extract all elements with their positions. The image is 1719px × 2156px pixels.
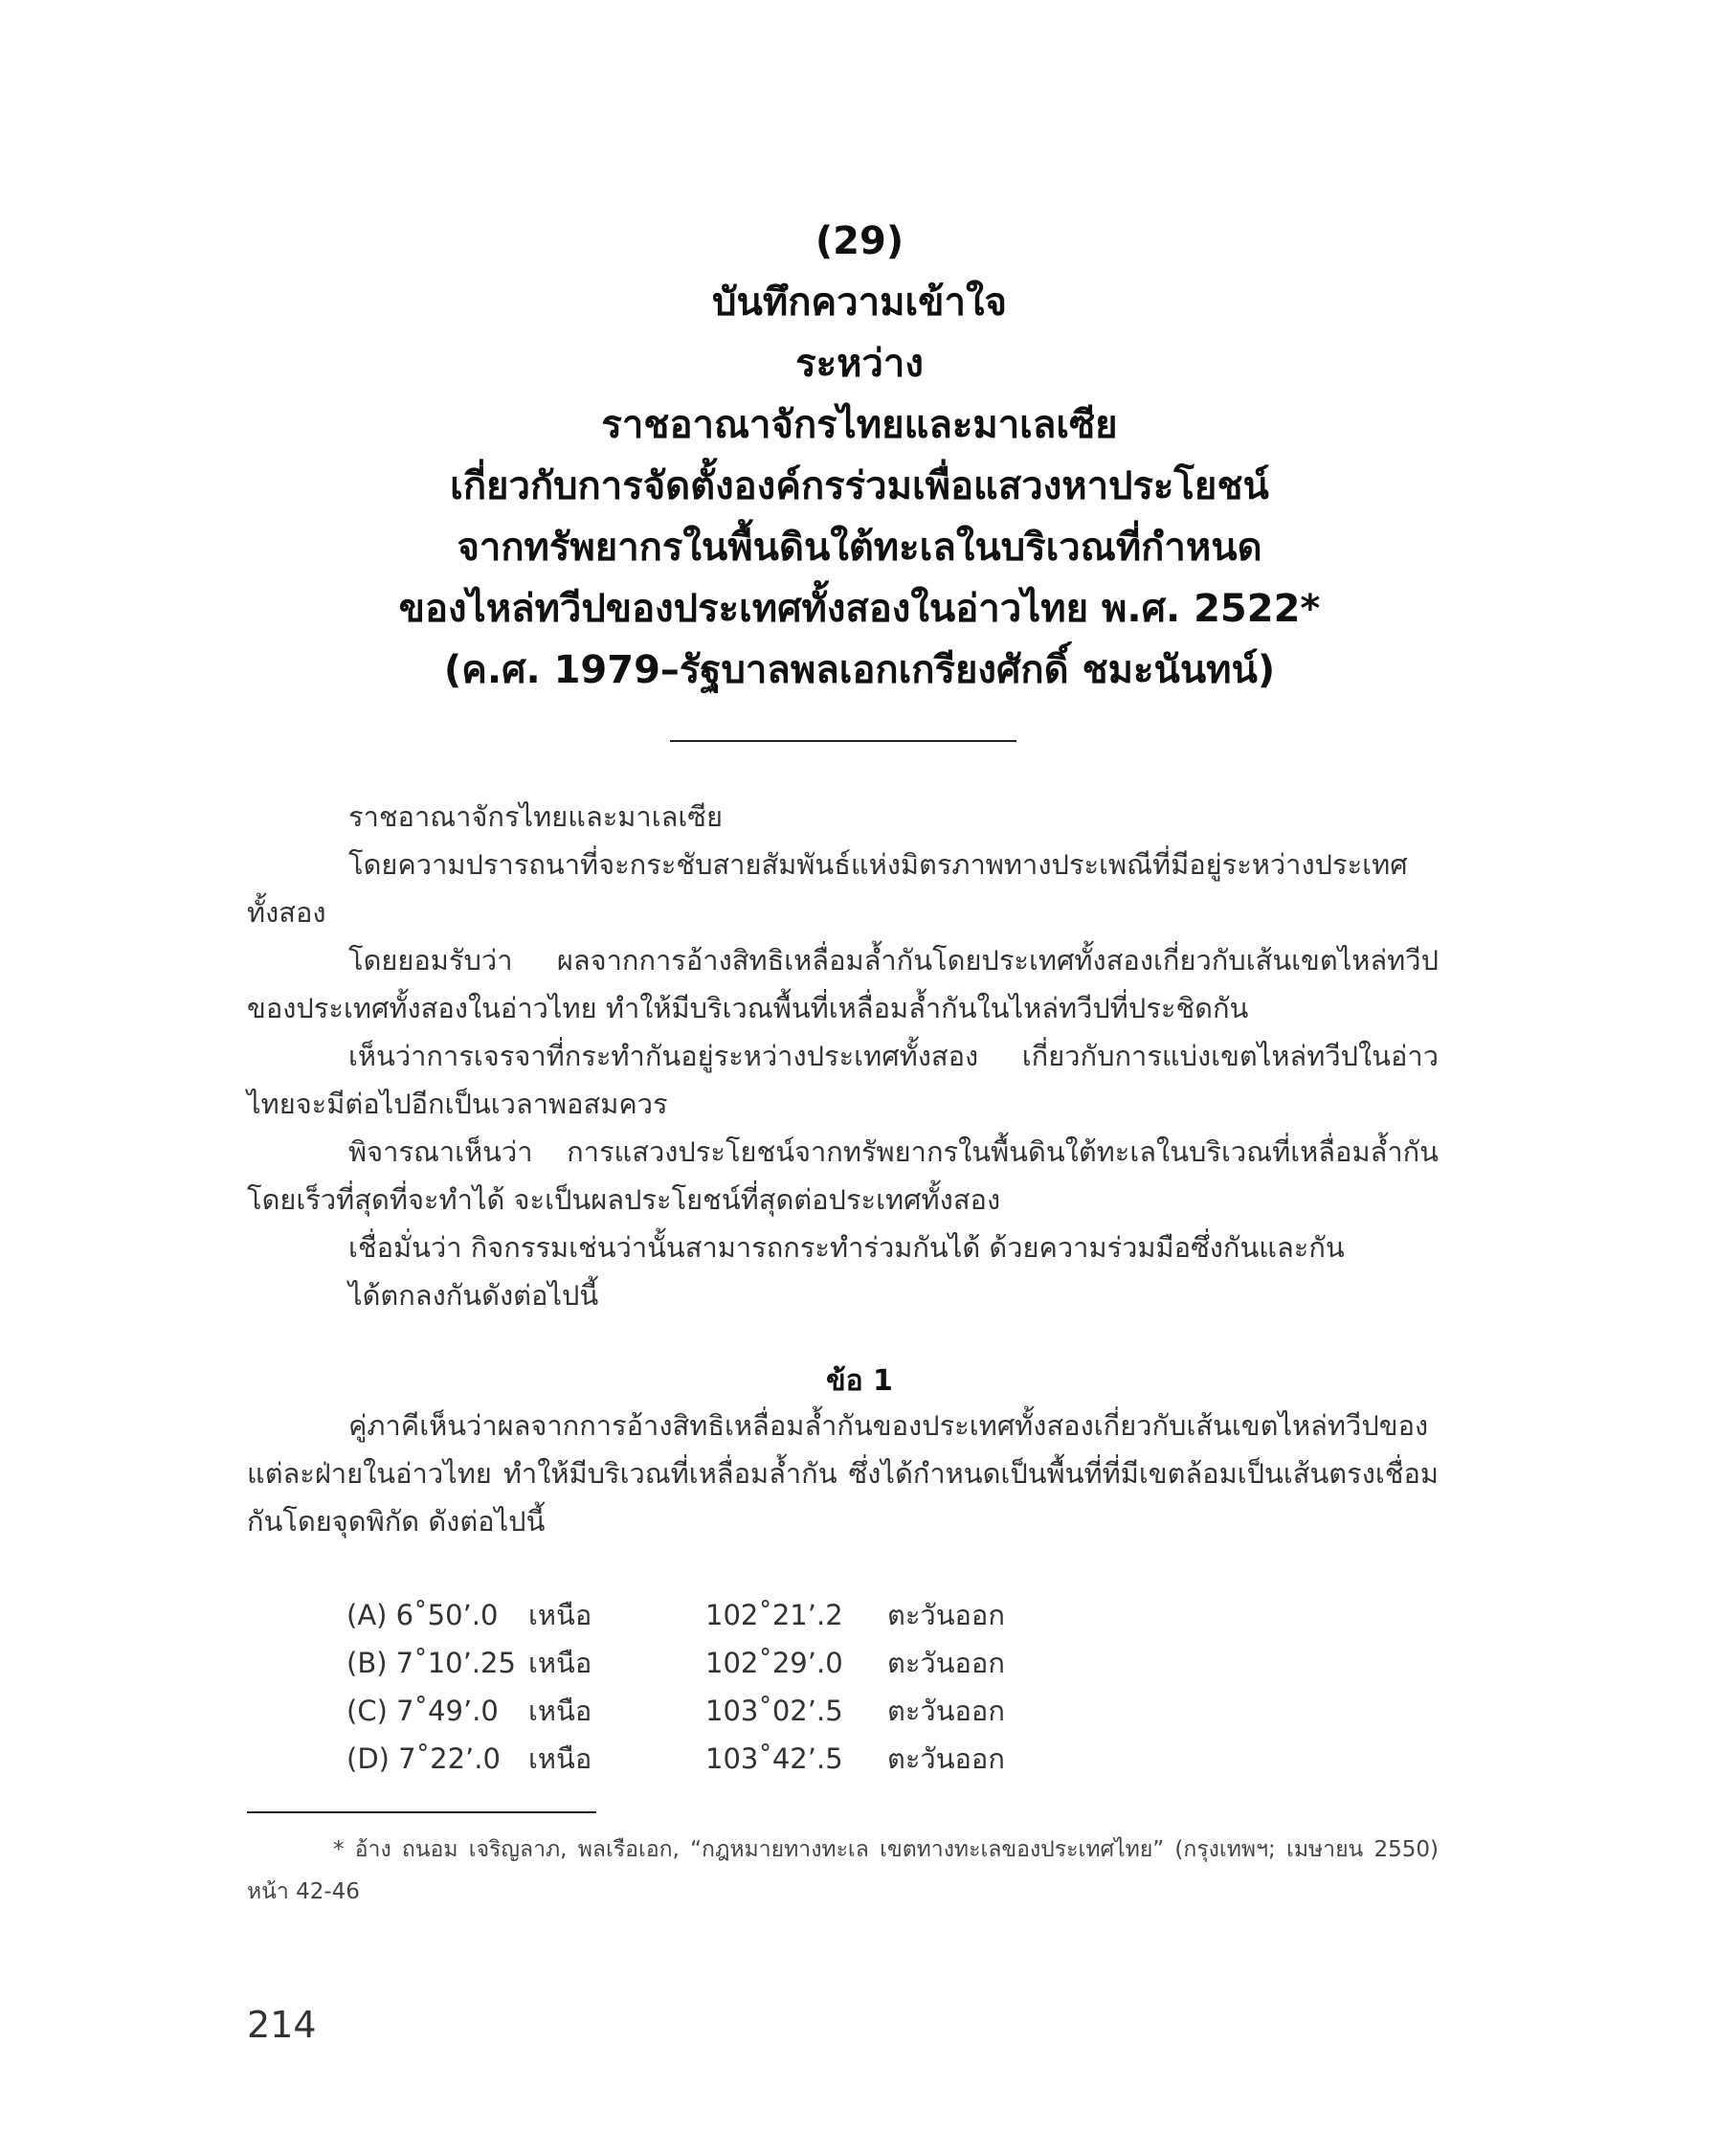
title-line: ราชอาณาจักรไทยและมาเลเซีย — [601, 403, 1118, 447]
title-line: จากทรัพยากรในพื้นดินใต้ทะเลในบริเวณที่กำหนด — [457, 526, 1262, 570]
footnote — [247, 1829, 1439, 1913]
preamble-paragraph: เชื่อมั่นว่า กิจกรรมเช่นว่านั้นสามารถกระทำร่วมกันได้ ด้วยความร่วมมือซึ่งกันและกัน — [348, 1231, 1345, 1264]
footnote-divider — [247, 1811, 596, 1813]
coordinate-latitude: (C) 7˚49’.0 — [346, 1695, 499, 1727]
coordinate-latitude: (D) 7˚22’.0 — [346, 1742, 501, 1775]
page-number: 214 — [247, 2004, 317, 2046]
preamble-paragraph: พิจารณาเห็นว่า การแสวงประโยชน์จากทรัพยากรในพื้นดินใต้ทะเลในบริเวณที่เหลื่อมล้ำกันโดยเร็วที่สุดที่จะทำได้ จะเป็นผลประโยชน์ที่สุดต่อประเทศทั้งสอง — [247, 1135, 1439, 1216]
coordinate-row — [346, 1639, 1079, 1687]
coordinate-longitude: 103˚42’.5 — [705, 1742, 843, 1775]
coordinate-longitude: 102˚29’.0 — [705, 1647, 843, 1679]
coordinate-lat-direction: เหนือ — [528, 1742, 592, 1775]
article-heading: ข้อ 1 — [826, 1364, 893, 1398]
coordinate-row — [346, 1735, 1079, 1783]
coordinate-lon-direction: ตะวันออก — [887, 1695, 1005, 1727]
preamble-paragraph: โดยความปรารถนาที่จะกระชับสายสัมพันธ์แห่งมิตรภาพทางประเพณีที่มีอยู่ระหว่างประเทศทั้งสอง — [247, 848, 1408, 929]
coordinate-lon-direction: ตะวันออก — [887, 1647, 1005, 1679]
coordinate-row — [346, 1687, 1079, 1735]
coordinate-longitude: 103˚02’.5 — [705, 1695, 843, 1727]
coordinate-lon-direction: ตะวันออก — [887, 1742, 1005, 1775]
preamble-paragraph: โดยยอมรับว่า ผลจากการอ้างสิทธิเหลื่อมล้ำกันโดยประเทศทั้งสองเกี่ยวกับเส้นเขตไหล่ทวีปของประเทศทั้งสองในอ่าวไทย ทำให้มีบริเวณพื้นที่เหลื่อมล้ำกันในไหล่ทวีปที่ประชิดกัน — [247, 944, 1439, 1024]
title-line: เกี่ยวกับการจัดตั้งองค์กรร่วมเพื่อแสวงหาประโยชน์ — [450, 464, 1269, 508]
title-divider — [670, 740, 1016, 742]
article-body — [247, 1402, 1439, 1545]
coordinate-list — [346, 1591, 1079, 1783]
title-line: บันทึกความเข้าใจ — [712, 281, 1007, 325]
coordinate-latitude: (A) 6˚50’.0 — [346, 1599, 499, 1631]
title-line: ของไหล่ทวีปของประเทศทั้งสองในอ่าวไทย พ.ศ. 2522* — [398, 587, 1321, 631]
preamble — [247, 793, 1439, 1319]
coordinate-row — [346, 1591, 1079, 1639]
coordinate-lat-direction: เหนือ — [528, 1647, 592, 1679]
preamble-paragraph: ได้ตกลงกันดังต่อไปนี้ — [348, 1279, 599, 1312]
coordinate-lon-direction: ตะวันออก — [887, 1599, 1005, 1631]
coordinate-lat-direction: เหนือ — [528, 1695, 592, 1727]
preamble-paragraph: ราชอาณาจักรไทยและมาเลเซีย — [348, 800, 723, 833]
title-line: ระหว่าง — [795, 342, 924, 386]
title-line: (ค.ศ. 1979–รัฐบาลพลเอกเกรียงศักดิ์ ชมะนันทน์) — [443, 648, 1276, 692]
preamble-paragraph: เห็นว่าการเจรจาที่กระทำกันอยู่ระหว่างประเทศทั้งสอง เกี่ยวกับการแบ่งเขตไหล่ทวีปในอ่าวไทยจะมีต่อไปอีกเป็นเวลาพอสมควร — [247, 1040, 1439, 1120]
coordinate-latitude: (B) 7˚10’.25 — [346, 1647, 516, 1679]
title-number: (29) — [815, 219, 904, 263]
coordinate-longitude: 102˚21’.2 — [705, 1599, 843, 1631]
document-title — [0, 211, 1719, 701]
footnote-text: * อ้าง ถนอม เจริญลาภ, พลเรือเอก, “กฎหมายทางทะเล เขตทางทะเลของประเทศไทย” (กรุงเทพฯ; เมษายน 2550) หน้า 42-46 — [247, 1837, 1439, 1904]
article-paragraph: คู่ภาคีเห็นว่าผลจากการอ้างสิทธิเหลื่อมล้ำกันของประเทศทั้งสองเกี่ยวกับเส้นเขตไหล่ทวีปของแต่ละฝ่ายในอ่าวไทย ทำให้มีบริเวณที่เหลื่อมล้ำกัน ซึ่งได้กำหนดเป็นพื้นที่ที่มีเขตล้อมเป็นเส้นตรงเชื่อมกันโดยจุดพิกัด ดังต่อไปนี้ — [247, 1409, 1439, 1538]
coordinate-lat-direction: เหนือ — [528, 1599, 592, 1631]
